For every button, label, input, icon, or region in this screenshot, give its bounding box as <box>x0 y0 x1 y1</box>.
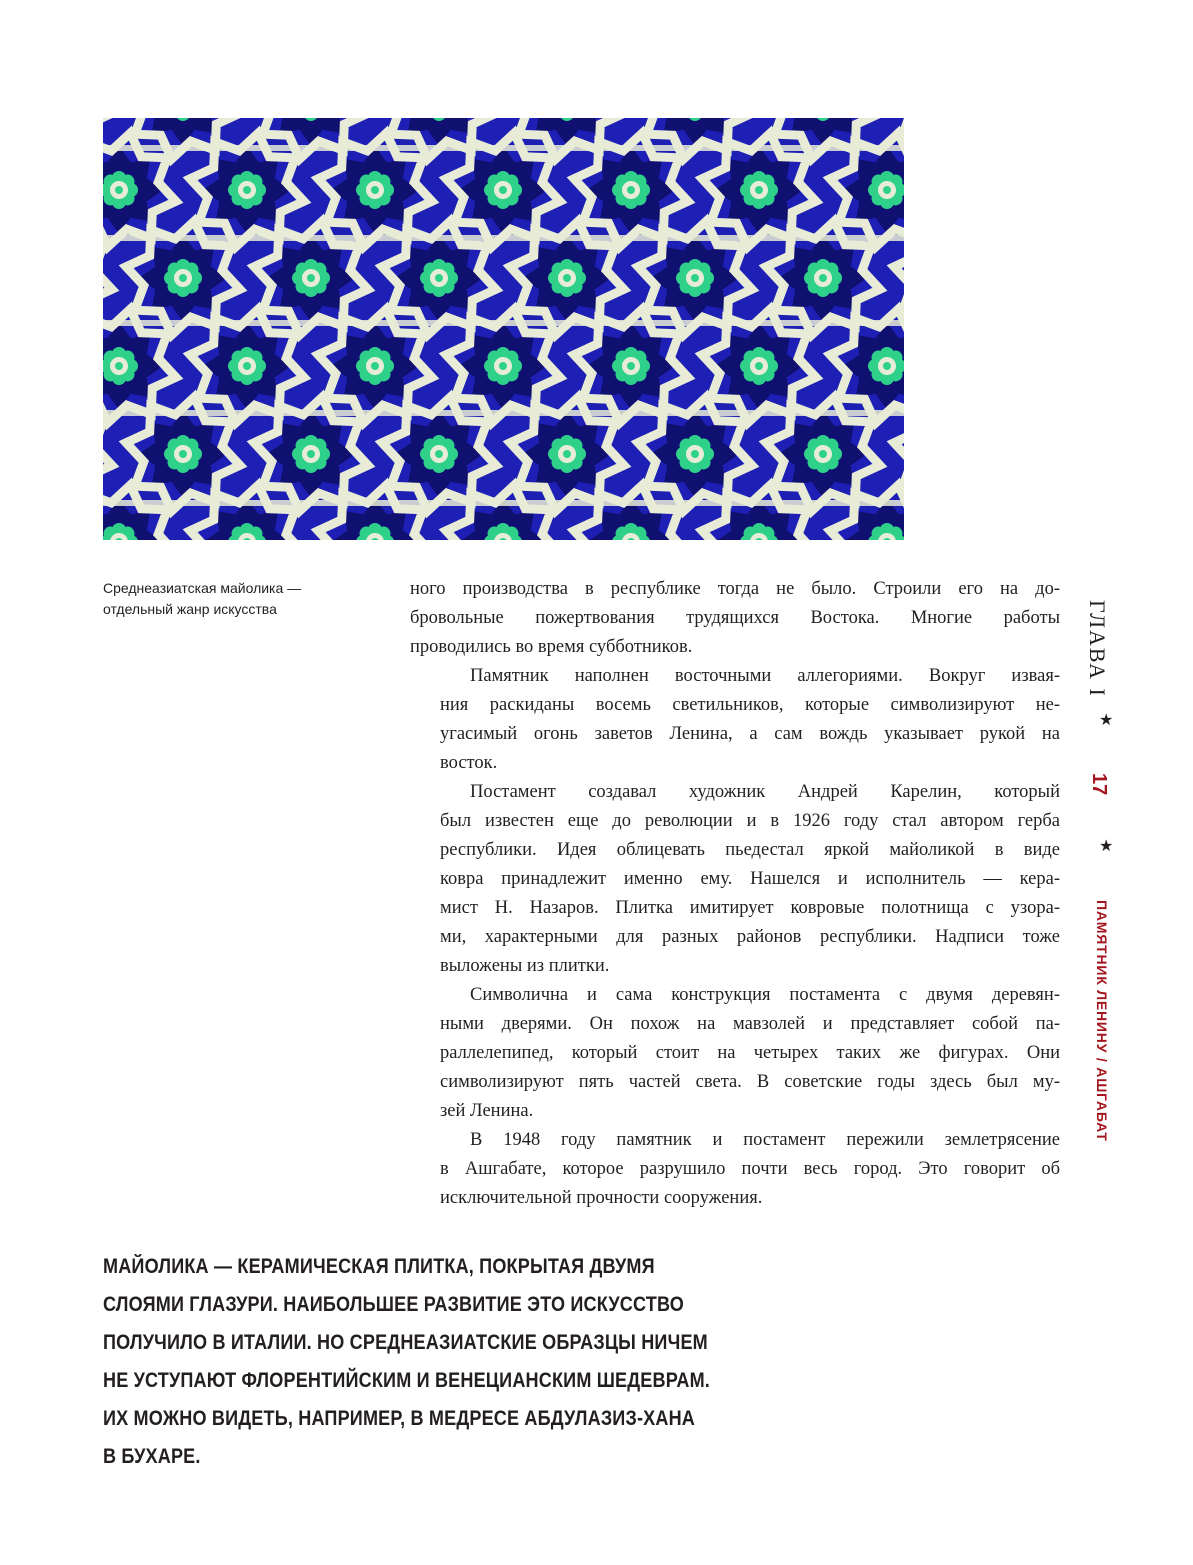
text-line: мист Н. Назаров. Плитка имитирует ковровые полотнища с узора- <box>440 898 1060 918</box>
text-line: ния раскиданы восемь светильников, которые символизируют не- <box>440 695 1060 715</box>
text-line: ными дверями. Он похож на мавзолей и представляет собой па- <box>440 1014 1060 1034</box>
page-number: 17 <box>1088 773 1110 796</box>
text-line: в Ашгабате, которое разрушило почти весь город. Это говорит об <box>440 1159 1060 1179</box>
pull-quote-line: В БУХАРЕ. <box>103 1445 201 1468</box>
pull-quote-line: ИХ МОЖНО ВИДЕТЬ, НАПРИМЕР, В МЕДРЕСЕ АБДУЛАЗИЗ-ХАНА <box>103 1407 696 1430</box>
paragraph <box>410 778 1060 981</box>
text-line: ковра принадлежит именно ему. Нашелся и исполнитель — кера- <box>440 869 1060 889</box>
text-line: республики. Идея облицевать пьедестал яркой майоликой в виде <box>440 840 1060 860</box>
article-body <box>410 575 1060 1213</box>
text-line: зей Ленина. <box>440 1101 534 1121</box>
text-line: выложены из плитки. <box>440 956 610 976</box>
paragraph <box>410 575 1060 662</box>
text-line: ми, характерными для разных районов республики. Надписи тоже <box>440 927 1060 947</box>
paragraph <box>410 981 1060 1126</box>
text-line: раллелепипед, который стоит на четырех таких же фигурах. Они <box>440 1043 1060 1063</box>
star-icon: ★ <box>1099 836 1114 855</box>
text-line: исключительной прочности сооружения. <box>440 1188 763 1208</box>
chapter-label: ГЛАВА I <box>1085 600 1110 698</box>
text-line: бровольные пожертвования трудящихся Востока. Многие работы <box>410 608 1060 628</box>
text-line: Символична и сама конструкция постамента с двумя деревян- <box>470 985 1060 1005</box>
photo-caption <box>103 578 373 620</box>
text-line: символизируют пять частей света. В советские годы здесь был му- <box>440 1072 1060 1092</box>
caption-line: Среднеазиатская майолика — <box>103 580 302 596</box>
text-line: Постамент создавал художник Андрей Карелин, который <box>470 782 1060 802</box>
running-head: ПАМЯТНИК ЛЕНИНУ / АШГАБАТ <box>1094 900 1110 1142</box>
majolica-tile-photo <box>103 118 904 540</box>
side-rail <box>1085 600 1130 1160</box>
pull-quote <box>103 1248 710 1476</box>
text-line: был известен еще до революции и в 1926 году стал автором герба <box>440 811 1060 831</box>
star-icon: ★ <box>1099 710 1114 729</box>
pull-quote-line: СЛОЯМИ ГЛАЗУРИ. НАИБОЛЬШЕЕ РАЗВИТИЕ ЭТО ИСКУССТВО <box>103 1293 684 1316</box>
pull-quote-line: ПОЛУЧИЛО В ИТАЛИИ. НО СРЕДНЕАЗИАТСКИЕ ОБРАЗЦЫ НИЧЕМ <box>103 1331 708 1354</box>
majolica-tile-pattern-icon <box>103 118 904 540</box>
paragraph <box>410 662 1060 778</box>
text-line: ного производства в республике тогда не было. Строили его на до- <box>410 579 1060 599</box>
text-line: В 1948 году памятник и постамент пережили землетрясение <box>470 1130 1060 1150</box>
caption-line: отдельный жанр искусства <box>103 601 277 617</box>
paragraph <box>410 1126 1060 1213</box>
text-line: восток. <box>440 753 498 773</box>
text-line: Памятник наполнен восточными аллегориями. Вокруг извая- <box>470 666 1060 686</box>
pull-quote-line: НЕ УСТУПАЮТ ФЛОРЕНТИЙСКИМ И ВЕНЕЦИАНСКИМ ШЕДЕВРАМ. <box>103 1369 710 1392</box>
text-line: угасимый огонь заветов Ленина, а сам вождь указывает рукой на <box>440 724 1060 744</box>
text-line: проводились во время субботников. <box>410 637 693 657</box>
pull-quote-line: МАЙОЛИКА — КЕРАМИЧЕСКАЯ ПЛИТКА, ПОКРЫТАЯ ДВУМЯ <box>103 1255 655 1278</box>
